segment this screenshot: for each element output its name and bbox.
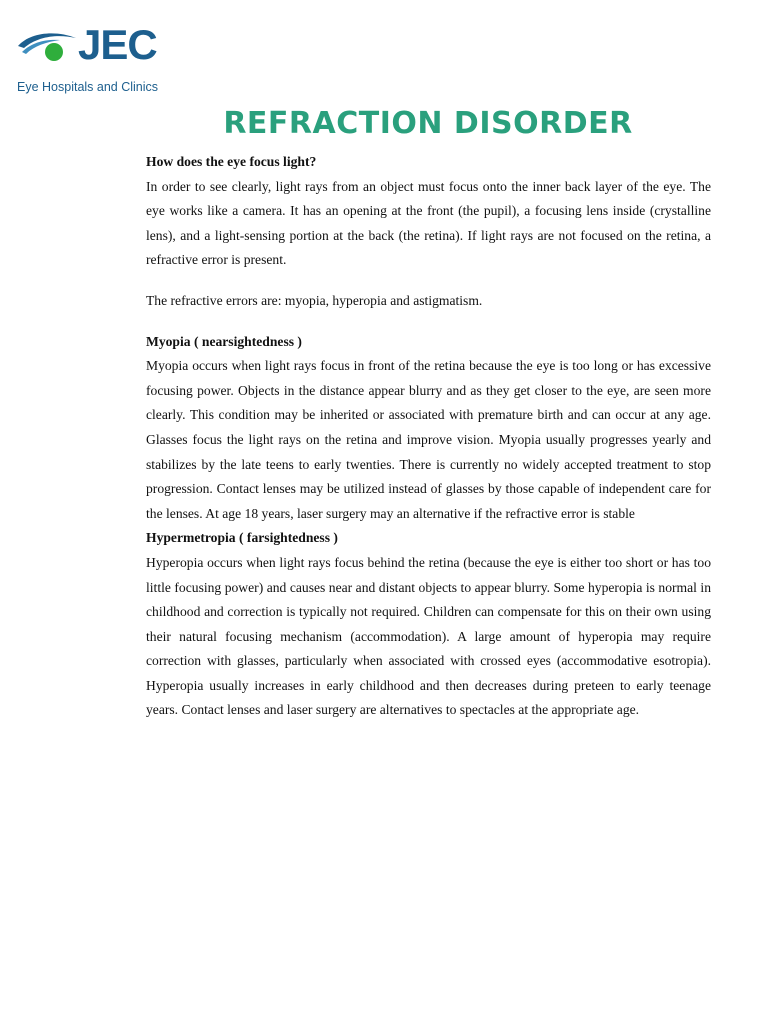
section-heading-eye-focus: How does the eye focus light? (146, 154, 317, 169)
section-heading-myopia: Myopia ( nearsightedness ) (146, 333, 302, 349)
paragraph-eye-focus: In order to see clearly, light rays from an object must focus onto the inner back layer of the eye. The eye works like a camera. It has an opening at the front (the pupil), a focusing lens inside (crystalline lens), and a light-sensing portion at the back (the retina). If light rays are not focused on the retina, a refractive error is present. (146, 178, 711, 268)
logo-wordmark: JEC (78, 21, 157, 68)
eye-swoosh-icon (16, 30, 80, 66)
logo-tagline: Eye Hospitals and Clinics (17, 80, 159, 94)
document-body (146, 150, 711, 723)
document-title: REFRACTION DISORDER (223, 106, 633, 141)
paragraph-hypermetropia: Hyperopia occurs when light rays focus behind the retina (because the eye is either too short or has too little focusing power) and causes near and distant objects to appear blurry. Some hyperopia is normal in childhood and correction is typically not required. Children can compensate for this on their own using their natural focusing mechanism (accommodation). A large amount of hyperopia may require correction with glasses, particularly when associated with crossed eyes (accommodative esotropia). Hyperopia usually increases in early childhood and then decreases during preteen to early teenage years. Contact lenses and laser surgery are alternatives to spectacles at the appropriate age. (146, 554, 711, 718)
jec-logo (16, 21, 166, 96)
section-heading-hypermetropia: Hypermetropia ( farsightedness ) (146, 530, 338, 546)
paragraph-myopia: Myopia occurs when light rays focus in front of the retina because the eye is too long or has excessive focusing power. Objects in the distance appear blurry and as they get closer to the eye, are seen more clearly. This condition may be inherited or associated with premature birth and can occur at any age. Glasses focus the light rays on the retina and improve vision. Myopia usually progresses yearly and stabilizes by the late teens to early twenties. There is currently no widely accepted treatment to stop progression. Contact lenses may be utilized instead of glasses by those capable of independent care for the lenses. At age 18 years, laser surgery may an alternative if the refractive error is stable (146, 358, 711, 521)
paragraph-refractive-errors: The refractive errors are: myopia, hyperopia and astigmatism. (146, 292, 483, 308)
